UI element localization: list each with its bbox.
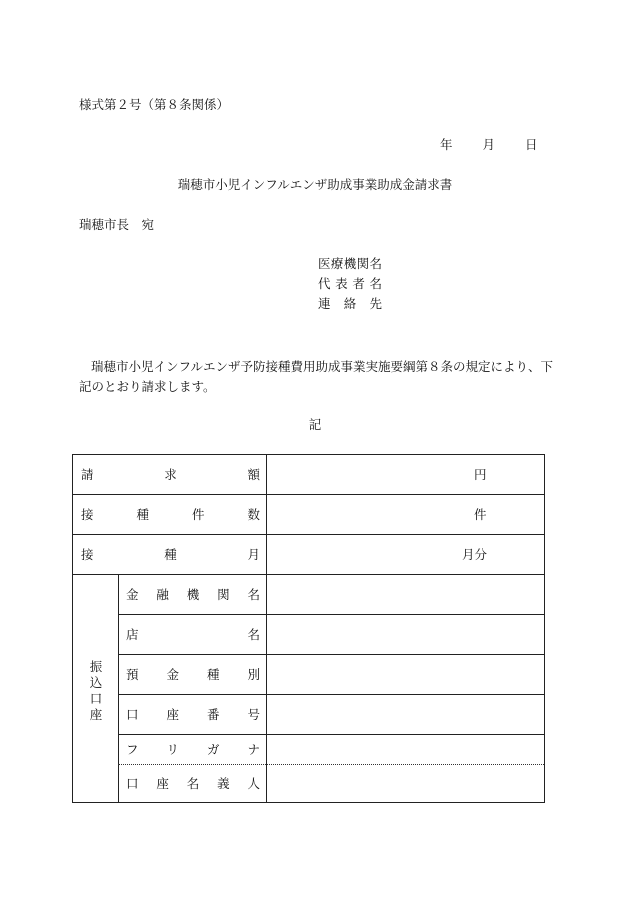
document-title: 瑞穂市小児インフルエンザ助成事業助成金請求書	[177, 177, 453, 192]
table-row-line	[118, 734, 544, 735]
table-divider-value	[266, 455, 267, 802]
form-number: 様式第２号（第８条関係）	[79, 97, 230, 112]
addressee: 瑞穂市長 宛	[79, 217, 155, 232]
table-row-dotted-line	[118, 764, 544, 765]
table-divider-transfer-group	[118, 574, 119, 802]
body-text: 瑞穂市小児インフルエンザ予防接種費用助成事業実施要綱第８条の規定により、下記のとおり請求します。	[79, 359, 554, 394]
transfer-account-group-label: 振 込 口 座	[89, 659, 103, 722]
table-row-line	[118, 654, 544, 655]
furigana-label: フ リ ガ ナ	[126, 742, 260, 757]
vaccination-count-unit: 件	[474, 507, 487, 522]
claim-table	[72, 454, 545, 803]
table-row-line	[73, 574, 544, 575]
ki-label: 記	[308, 417, 322, 432]
account-holder-label: 口 座 名 義 人	[126, 776, 260, 791]
branch-name-label: 店 名	[126, 627, 260, 642]
vaccination-month-unit: 月分	[462, 547, 488, 562]
sender-representative-label: 代 表 者 名	[318, 276, 382, 291]
vaccination-count-label: 接 種 件 数	[81, 507, 260, 522]
deposit-type-label: 預 金 種 別	[126, 667, 260, 682]
vaccination-month-label: 接 種 月	[81, 547, 260, 562]
table-row-line	[73, 534, 544, 535]
date-month-label: 月	[482, 137, 496, 152]
sender-institution-label: 医 療 機 関 名	[318, 256, 382, 271]
date-line	[440, 137, 538, 153]
table-row-line	[73, 494, 544, 495]
date-day-label: 日	[525, 137, 538, 152]
sender-contact-label: 連 絡 先	[318, 296, 382, 311]
account-number-label: 口 座 番 号	[126, 707, 260, 722]
claim-amount-unit: 円	[474, 467, 487, 482]
claim-amount-label: 請 求 額	[81, 467, 260, 482]
date-year-label: 年	[440, 137, 453, 152]
table-row-line	[118, 614, 544, 615]
table-row-line	[118, 694, 544, 695]
bank-name-label: 金 融 機 関 名	[126, 587, 260, 602]
